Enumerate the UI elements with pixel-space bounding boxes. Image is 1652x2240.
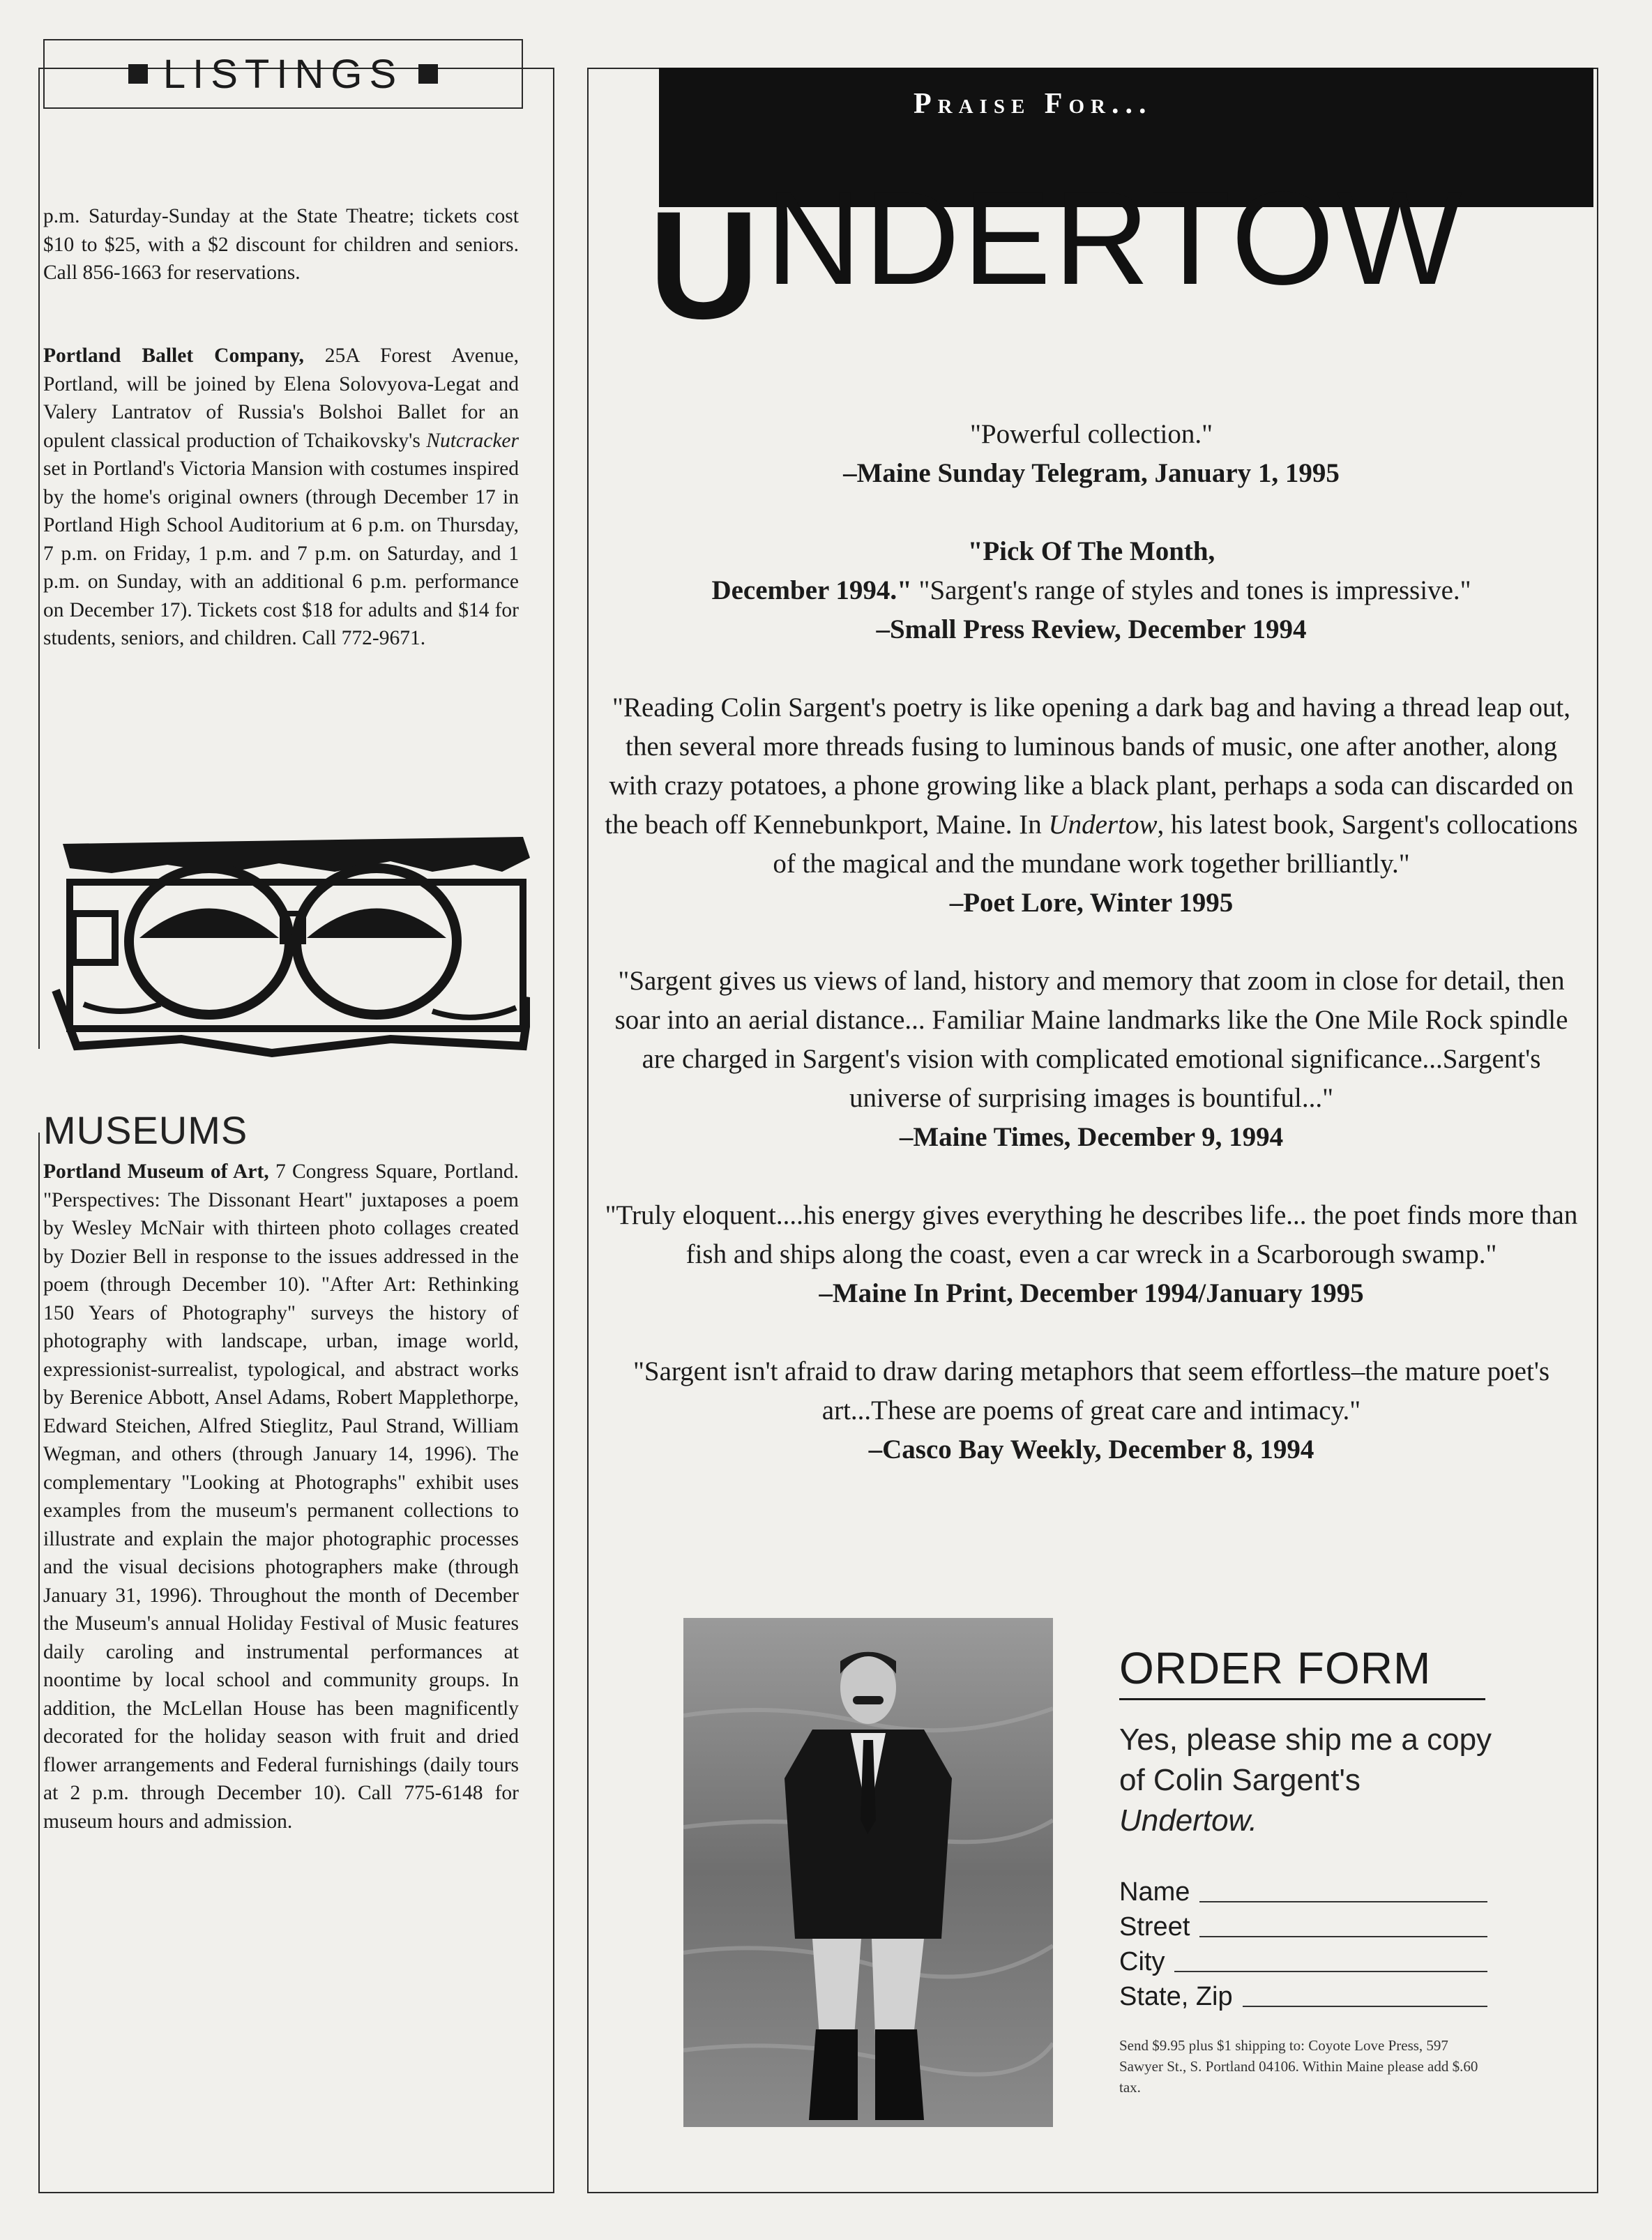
quote-source: –Maine Times, December 9, 1994 [899,1122,1284,1152]
quote-source: –Casco Bay Weekly, December 8, 1994 [868,1435,1314,1465]
museum-text: 7 Congress Square, Portland. "Perspectives: The Dissonant Heart" juxtaposes a poem by Wesley McNair with thirteen photo collages created by Dozier Bell in response to the issues addressed in the poem (through December 10). "After Art: Rethinking 150 Years of Photography" surveys the history of photography with landscape, urban, image world, expressionist-surrealist, typological, and abstract works by Berenice Abbott, Ansel Adams, Robert Mapplethorpe, Edward Steichen, Alfred Stieglitz, Paul Strand, William Wegman, and others (through January 14, 1996). The complementary "Looking at Photographs" exhibit uses examples from the museum's permanent collections to illustrate and explain the major photographic processes and the visual decisions photographers make (through January 31, 1996). Throughout the month of December the Museum's annual Holiday Festival of Music features daily caroling and instrumental performances at noontime by local school and community groups. In addition, the McLellan House has been magnificently decorated for the holiday season with fruit and dried flower arrangements and Federal furnishings (daily tours at 2 p.m. through December 10). Call 775-6148 for museum hours and admission. [43,1160,519,1833]
listings-heading: LISTINGS [162,51,404,97]
order-form-title: ORDER FORM [1119,1642,1485,1700]
ballet-name: Portland Ballet Company, [43,345,304,367]
quote-text: "Truly eloquent....his energy gives everything he describes life... the poet finds more than fish and ships along the coast, even a car wreck in a Scarborough swamp." [605,1200,1578,1269]
ballet-text-2: set in Portland's Victoria Mansion with costumes inspired by the home's original owners (through December 17 in Portland High School Auditorium at 6 p.m. on Thursday, 7 p.m. on Friday, 1 p.m. and 7 p.m. on Saturday, and 1 p.m. on Sunday, with an additional 6 p.m. performance on December 17). Tickets cost $18 for adults and $14 for students, seniors, and children. Call 772-9671. [43,457,519,649]
book-title [642,160,1562,351]
quote-source: –Maine In Print, December 1994/January 1995 [819,1278,1364,1308]
order-form [1119,1642,1496,2098]
train-car-illustration [42,830,530,1060]
listings-heading-box [43,39,523,109]
order-fields [1119,1875,1496,2014]
review-quote [600,688,1583,923]
quote-source: –Small Press Review, December 1994 [876,614,1307,644]
quote-text: "Powerful collection." [969,419,1213,449]
state-zip-field[interactable]: State, Zip [1119,1979,1496,2014]
review-quote [600,415,1583,493]
quote-source: –Maine Sunday Telegram, January 1, 1995 [843,458,1340,488]
listing-paragraph-theatre: p.m. Saturday-Sunday at the State Theatre; tickets cost $10 to $25, with a $2 discount for children and seniors. Call 856-1663 for reservations. [43,205,519,284]
quote-text-2: , his latest book, Sargent's collocations of the magical and the mundane work together brilliantly." [773,810,1578,879]
quote-text: "Reading Colin Sargent's poetry is like opening a dark bag and having a thread leap out, then several more threads fusing to luminous bands of music, one after another, along with crazy potatoes, a phone growing like a black plant, perhaps a soda can discarded on the beach off Kennebunkport, Maine. In [605,693,1574,840]
review-quotes [600,415,1583,1508]
square-bullet-icon [418,64,438,84]
quote-highlight-2: December 1994." [711,575,912,605]
review-quote [600,962,1583,1157]
order-note: Send $9.95 plus $1 shipping to: Coyote Love Press, 597 Sawyer St., S. Portland 04106. Within Maine please add $.60 tax. [1119,2037,1478,2096]
quote-text: "Sargent gives us views of land, history and memory that zoom in close for detail, then soar into an aerial distance... Familiar Maine landmarks like the One Mile Rock spindle are charged in Sargent's vision with complicated emotional significance...Sargent's universe of surprising images is bountiful..." [614,966,1568,1113]
book-title-initial: U [649,179,759,351]
review-quote [600,1196,1583,1313]
book-title-rest: NDERTOW [766,165,1465,312]
order-form-body: Yes, please ship me a copy of Colin Sargent's Undertow. [1119,1723,1492,1838]
quote-text: "Sargent isn't afraid to draw daring metaphors that seem effortless–the mature poet's art...These are poems of great care and intimacy." [632,1356,1550,1425]
quote-highlight: "Pick Of The Month, [967,536,1215,566]
listing-paragraph-museum [43,1158,519,1836]
quote-text: "Sargent's range of styles and tones is impressive." [911,575,1471,605]
order-book-title: Undertow. [1119,1803,1258,1838]
ballet-text: 25A Forest Avenue, Portland, will be joined by Elena Solovyova-Legat and Valery Lantratov of Russia's Bolshoi Ballet for an opulent classical production of Tchaikovsky's [43,345,519,452]
review-quote [600,1352,1583,1469]
ballet-italic: Nutcracker [426,429,519,452]
praise-heading: Praise For... [914,88,1153,120]
city-field[interactable]: City [1119,1944,1496,1979]
quote-source: –Poet Lore, Winter 1995 [949,888,1234,918]
museum-name: Portland Museum of Art, [43,1160,269,1183]
author-photo [683,1618,1053,2127]
square-bullet-icon [128,64,148,84]
name-field[interactable]: Name [1119,1875,1496,1909]
listing-paragraph-ballet [43,342,519,653]
museums-heading: MUSEUMS [43,1108,248,1152]
review-quote [600,532,1583,649]
quote-italic: Undertow [1048,810,1158,840]
street-field[interactable]: Street [1119,1909,1496,1944]
